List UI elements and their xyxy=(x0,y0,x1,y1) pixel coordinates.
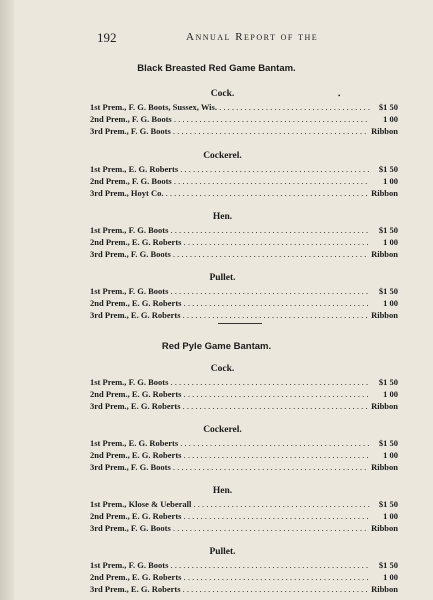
award-row: 1st Prem., Klose & Ueberall . . . $1 50 xyxy=(0,498,433,510)
category-title: Cockerel. xyxy=(203,151,242,161)
section-title: Black Breasted Red Game Bantam. xyxy=(137,63,296,74)
section-red-pyle xyxy=(0,340,433,595)
award-row: 1st Prem., E. G. Roberts . . . $1 50 xyxy=(0,163,433,175)
award-row: 2nd Prem., E. G. Roberts . . . 1 00 xyxy=(0,388,433,400)
award-row: 3rd Prem., E. G. Roberts . . . Ribbon xyxy=(0,400,433,412)
section-black-breasted-red xyxy=(0,62,433,321)
award-row: 3rd Prem., E. G. Roberts . . . Ribbon xyxy=(0,583,433,595)
running-title: Annual Report of the xyxy=(186,31,319,43)
award-row: 2nd Prem., F. G. Boots . . . 1 00 xyxy=(0,113,433,125)
award-row: 3rd Prem., Hoyt Co. . . . Ribbon xyxy=(0,187,433,199)
award-row: 1st Prem., F. G. Boots . . . $1 50 xyxy=(0,559,433,571)
award-row: 1st Prem., E. G. Roberts . . . $1 50 xyxy=(0,437,433,449)
award-row: 2nd Prem., E. G. Roberts . . . 1 00 xyxy=(0,236,433,248)
award-row: 2nd Prem., E. G. Roberts . . . 1 00 xyxy=(0,571,433,583)
award-row: 2nd Prem., E. G. Roberts . . . 1 00 xyxy=(0,297,433,309)
award-row: 1st Prem., F. G. Boots, Sussex, Wis. . . . $1 50 xyxy=(0,101,433,113)
category-title: Cockerel. xyxy=(203,425,242,435)
award-row: 2nd Prem., E. G. Roberts . . . 1 00 xyxy=(0,510,433,522)
page-number: 192 xyxy=(97,30,117,45)
category-title: Hen. xyxy=(212,212,233,222)
category-title: Cock. xyxy=(210,364,235,374)
award-row: 3rd Prem., F. G. Boots . . . Ribbon xyxy=(0,522,433,534)
category-title: Hen. xyxy=(212,486,233,496)
award-row: 2nd Prem., E. G. Roberts . . . 1 00 xyxy=(0,449,433,461)
award-row: 3rd Prem., F. G. Boots . . . Ribbon xyxy=(0,125,433,137)
award-row: 1st Prem., F. G. Boots . . . $1 50 xyxy=(0,285,433,297)
award-row: 3rd Prem., F. G. Boots . . . Ribbon xyxy=(0,461,433,473)
award-row: 2nd Prem., F. G. Boots . . . 1 00 xyxy=(0,175,433,187)
section-title: Red Pyle Game Bantam. xyxy=(161,341,272,352)
award-row: 3rd Prem., F. G. Boots . . . Ribbon xyxy=(0,248,433,260)
category-title: Cock. xyxy=(210,89,235,99)
award-row: 1st Prem., F. G. Boots . . . $1 50 xyxy=(0,224,433,236)
category-title: Pullet. xyxy=(209,273,236,283)
page-header xyxy=(0,30,433,46)
category-title: Pullet. xyxy=(209,547,236,557)
section-divider xyxy=(218,323,262,324)
award-row: 1st Prem., F. G. Boots . . . $1 50 xyxy=(0,376,433,388)
award-row: 3rd Prem., E. G. Roberts . . . Ribbon xyxy=(0,309,433,321)
ink-mark: • xyxy=(338,92,341,100)
